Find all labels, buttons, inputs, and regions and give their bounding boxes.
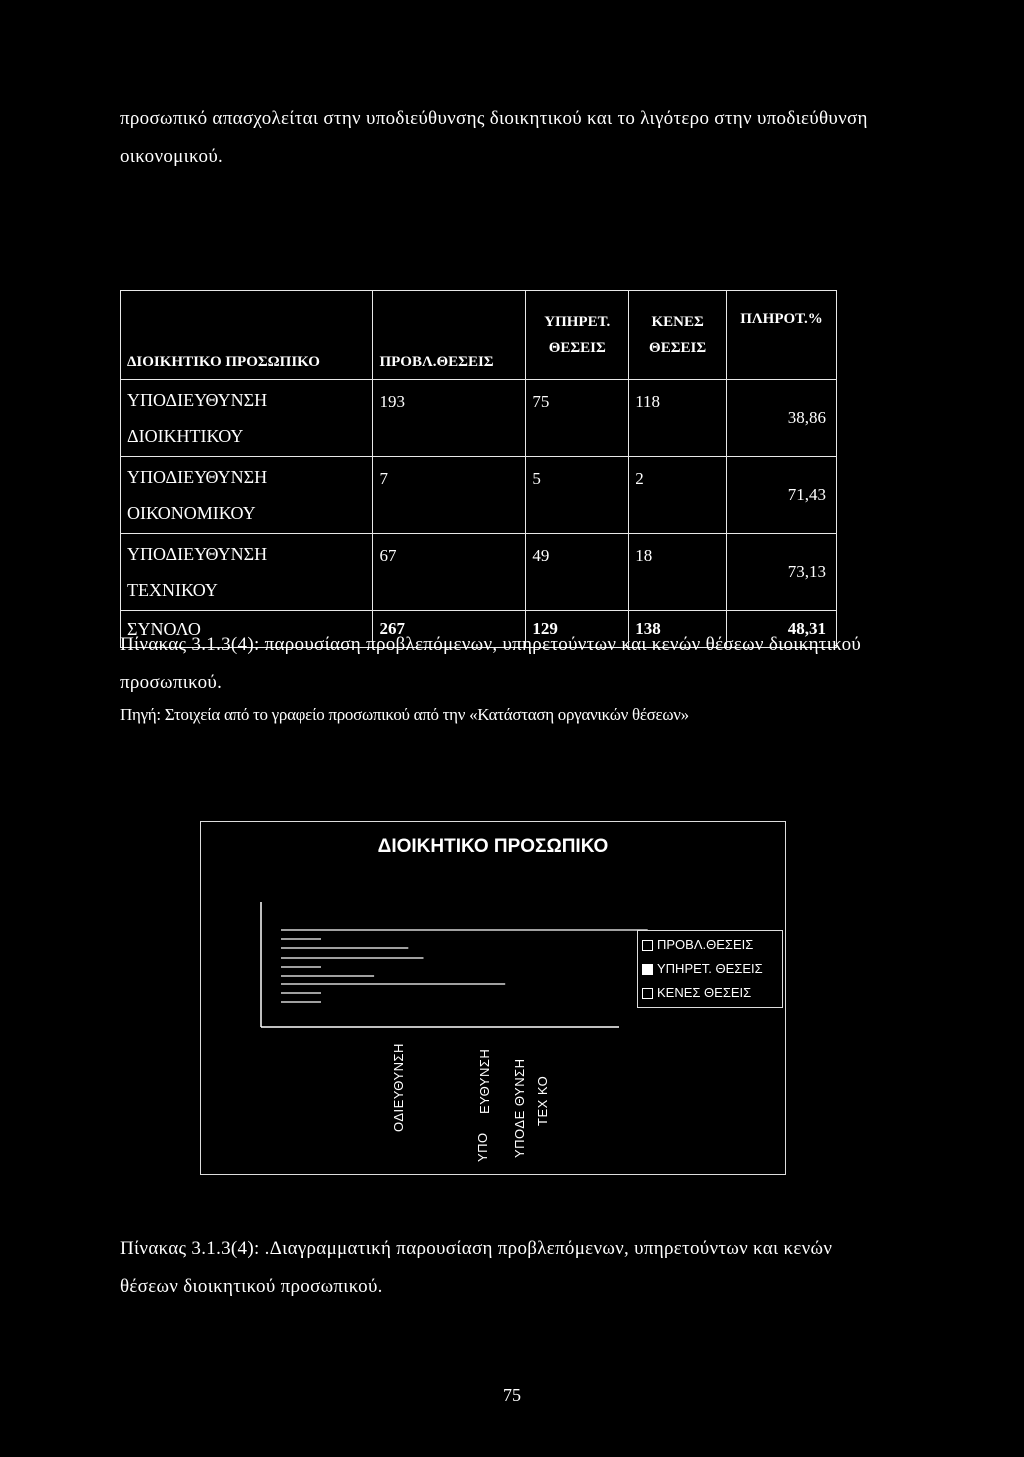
row-name (121, 534, 373, 611)
staff-table (120, 290, 837, 648)
header-fill: ΠΛΗΡΟΤ.% (727, 291, 837, 380)
legend-swatch-planned (642, 940, 653, 951)
row-name-line2: ΤΕΧΝΙΚΟΥ (127, 580, 218, 600)
table-caption: Πίνακας 3.1.3(4): παρουσίαση προβλεπόμενων, υπηρετούντων και κενών θέσεων διοικητικού προσωπικού. (120, 634, 862, 693)
chart-title: ΔΙΟΙΚΗΤΙΚΟ ΠΡΟΣΩΠΙΚΟ (377, 836, 609, 857)
legend-swatch-vacant (642, 988, 653, 999)
chart-frame (200, 821, 786, 1175)
table-row (121, 534, 837, 611)
row-served: 49 (526, 534, 629, 611)
row-name (121, 380, 373, 457)
total-fill: 48,31 (727, 611, 837, 648)
row-name-line2: ΔΙΟΙΚΗΤΙΚΟΥ (127, 426, 244, 446)
legend-item (640, 981, 782, 1005)
row-name (121, 457, 373, 534)
row-served: 75 (526, 380, 629, 457)
category-label: ΤΕΧ ΚΟ (535, 1075, 550, 1126)
row-fill: 71,43 (727, 457, 837, 534)
row-vacant: 18 (629, 534, 727, 611)
page-number: 75 (503, 1385, 521, 1405)
source-note: Πηγή: Στοιχεία από το γραφείο προσωπικού από την «Κατάσταση οργανικών θέσεων» (120, 705, 689, 724)
category-label: ΟΔΙΕΥΘΥΝΣΗ (391, 1043, 406, 1132)
header-planned: ΠΡΟΒΛ.ΘΕΣΕΙΣ (373, 291, 526, 380)
row-name-line1: ΥΠΟΔΙΕΥΘΥΝΣΗ (127, 467, 268, 487)
header-served-line1: ΥΠΗΡΕΤ. (544, 314, 611, 330)
intro-paragraph: προσωπικό απασχολείται στην υποδιεύθυνσης διοικητικού και το λιγότερο στην υποδιεύθυνση οικονομικού. (120, 108, 868, 167)
legend-swatch-served (642, 964, 653, 975)
row-served: 5 (526, 457, 629, 534)
chart-legend (637, 930, 783, 1008)
row-name-line1: ΥΠΟΔΙΕΥΘΥΝΣΗ (127, 544, 268, 564)
row-planned: 193 (373, 380, 526, 457)
row-fill: 38,86 (727, 380, 837, 457)
total-vacant: 138 (629, 611, 727, 648)
table-row (121, 457, 837, 534)
category-label: ΕΥΘΥΝΣΗ (477, 1048, 492, 1114)
header-served (526, 291, 629, 380)
header-vacant-line1: ΚΕΝΕΣ (651, 314, 704, 330)
table-row (121, 380, 837, 457)
legend-label: ΥΠΗΡΕΤ. ΘΕΣΕΙΣ (657, 961, 763, 976)
row-name-line1: ΥΠΟΔΙΕΥΘΥΝΣΗ (127, 390, 268, 410)
row-fill: 73,13 (727, 534, 837, 611)
total-served: 129 (526, 611, 629, 648)
total-planned: 267 (373, 611, 526, 648)
chart-caption: Πίνακας 3.1.3(4): .Διαγραμματική παρουσίαση προβλεπόμενων, υπηρετούντων και κενών θέσεων διοικητικού προσωπικού. (120, 1238, 833, 1297)
row-name-line2: ΟΙΚΟΝΟΜΙΚΟΥ (127, 503, 256, 523)
category-label: ΥΠΟ (475, 1132, 490, 1162)
legend-item (640, 957, 782, 981)
header-title: ΔΙΟΙΚΗΤΙΚΟ ΠΡΟΣΩΠΙΚΟ (121, 291, 373, 380)
row-vacant: 118 (629, 380, 727, 457)
header-vacant (629, 291, 727, 380)
legend-label: ΚΕΝΕΣ ΘΕΣΕΙΣ (657, 985, 752, 1000)
legend-item (640, 933, 782, 957)
total-label: ΣΥΝΟΛΟ (121, 611, 373, 648)
header-served-line2: ΘΕΣΕΙΣ (548, 340, 606, 356)
category-label: ΥΠΟΔΕ ΘΥΝΣΗ (512, 1058, 527, 1158)
legend-label: ΠΡΟΒΛ.ΘΕΣΕΙΣ (657, 937, 754, 952)
row-planned: 67 (373, 534, 526, 611)
table-header-row (121, 291, 837, 380)
row-planned: 7 (373, 457, 526, 534)
header-vacant-line2: ΘΕΣΕΙΣ (649, 340, 707, 356)
row-vacant: 2 (629, 457, 727, 534)
